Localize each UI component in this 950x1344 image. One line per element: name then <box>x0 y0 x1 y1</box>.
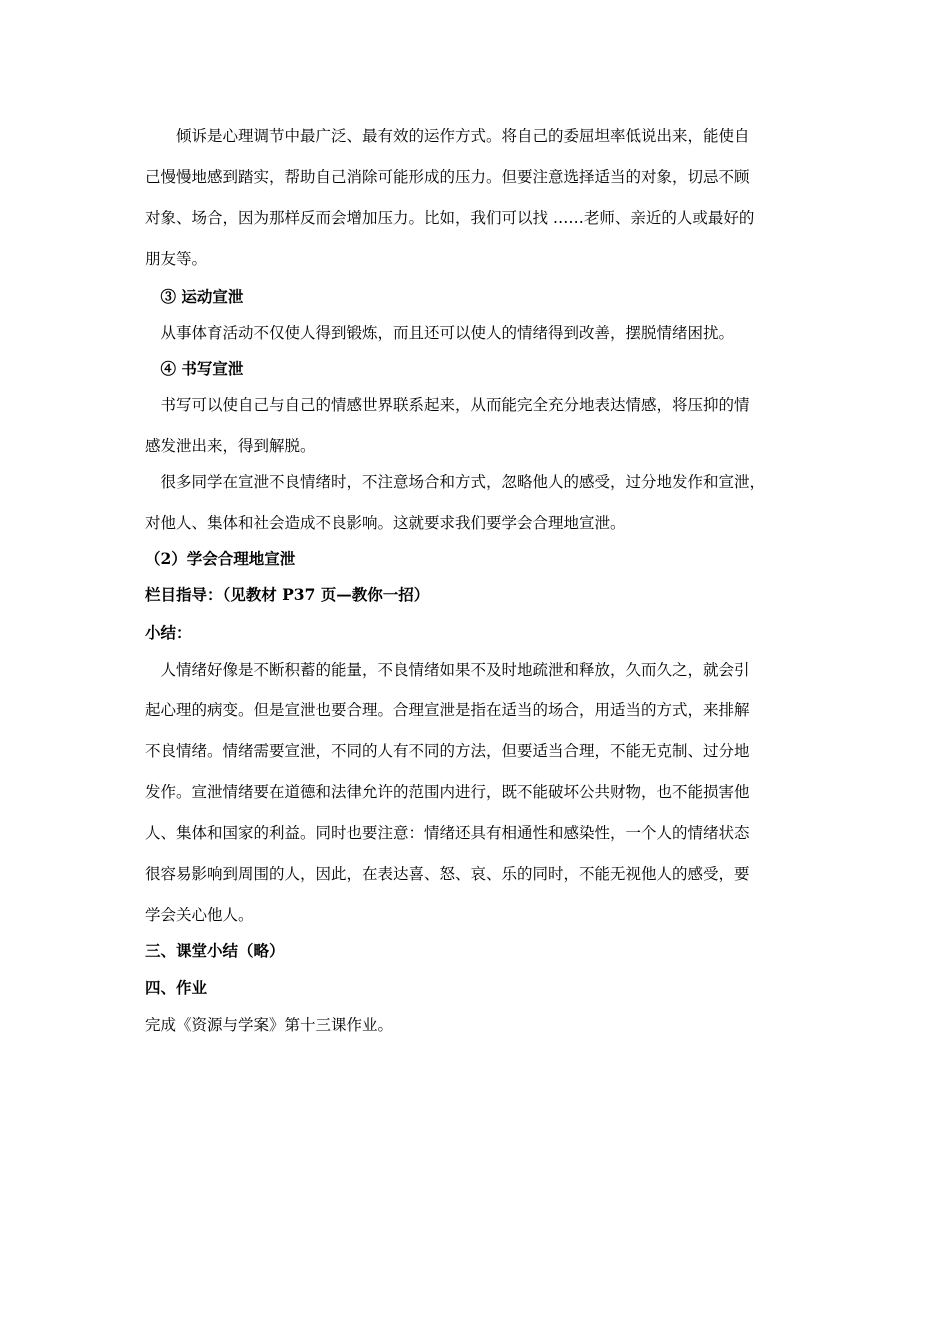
section-heading: ③ 运动宣泄 <box>145 287 244 306</box>
paragraph-line: 朋友等。 <box>145 250 208 268</box>
section-heading: 四、作业 <box>145 978 208 997</box>
paragraph-line: 人、集体和国家的利益。同时也要注意：情绪还具有相通性和感染性，一个人的情绪状态 <box>145 824 750 842</box>
paragraph-line: 倾诉是心理调节中最广泛、最有效的运作方式。将自己的委屈坦率低说出来，能使自 <box>145 127 750 145</box>
paragraph-line: 很容易影响到周围的人，因此，在表达喜、怒、哀、乐的同时，不能无视他人的感受，要 <box>145 865 750 883</box>
paragraph-line: 发作。宣泄情绪要在道德和法律允许的范围内进行，既不能破坏公共财物，也不能损害他 <box>145 783 750 801</box>
paragraph-line: 很多同学在宣泄不良情绪时，不注意场合和方式，忽略他人的感受，过分地发作和宣泄， <box>145 473 766 491</box>
section-heading: 小结： <box>145 623 192 642</box>
paragraph-line: 对象、场合，因为那样反而会增加压力。比如，我们可以找 ……老师、亲近的人或最好的 <box>145 209 755 227</box>
paragraph-line: 学会关心他人。 <box>145 906 254 924</box>
paragraph-line: 感发泄出来，得到解脱。 <box>145 437 316 455</box>
paragraph-line: 从事体育活动不仅使人得到锻炼，而且还可以使人的情绪得到改善，摆脱情绪困扰。 <box>145 324 735 342</box>
paragraph-line: 人情绪好像是不断积蓄的能量，不良情绪如果不及时地疏泄和释放，久而久之，就会引 <box>145 661 750 679</box>
paragraph-line: 书写可以使自己与自己的情感世界联系起来，从而能完全充分地表达情感，将压抑的情 <box>145 396 750 414</box>
section-heading: （2）学会合理地宣泄 <box>145 549 296 568</box>
paragraph-line: 己慢慢地感到踏实，帮助自己消除可能形成的压力。但要注意选择适当的对象，切忌不顾 <box>145 168 750 186</box>
section-heading: ④ 书写宣泄 <box>145 359 244 378</box>
paragraph-line: 对他人、集体和社会造成不良影响。这就要求我们要学会合理地宣泄。 <box>145 514 626 532</box>
paragraph-line: 不良情绪。情绪需要宣泄，不同的人有不同的方法，但要适当合理，不能无克制、过分地 <box>145 742 750 760</box>
paragraph-line: 起心理的病变。但是宣泄也要合理。合理宣泄是指在适当的场合，用适当的方式，来排解 <box>145 701 750 719</box>
section-heading: 三、课堂小结（略） <box>145 941 285 960</box>
paragraph-line: 完成《资源与学案》第十三课作业。 <box>145 1016 394 1034</box>
section-heading: 栏目指导：（见教材 P37 页—教你一招） <box>145 585 430 604</box>
